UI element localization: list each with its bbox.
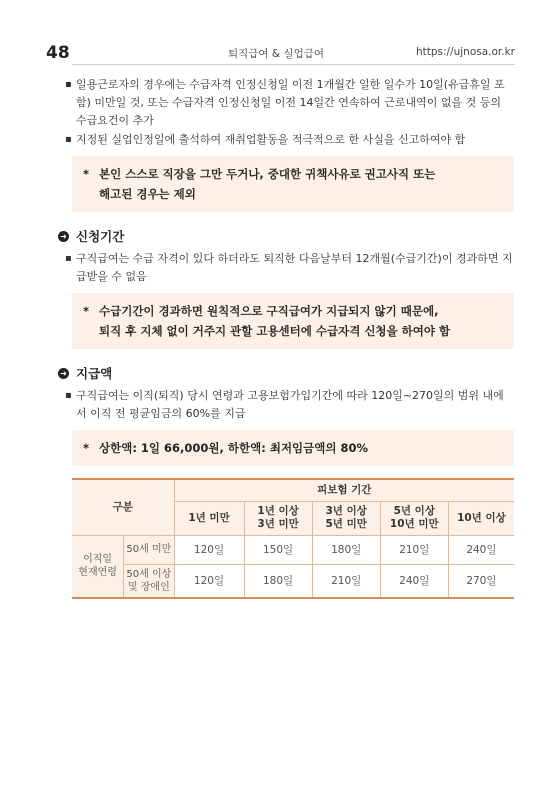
section-heading-period <box>58 227 514 245</box>
note-line: 상한액: 1일 66,000원, 하한액: 최저임금액의 80% <box>99 441 369 455</box>
table-cell: 180일 <box>244 564 312 598</box>
page-number: 48 <box>46 43 70 63</box>
column-header: 3년 이상 5년 미만 <box>312 501 380 535</box>
table-row <box>72 535 514 564</box>
section-title: 신청기간 <box>76 229 125 244</box>
row-header: 50세 이상 및 장애인 <box>124 564 174 598</box>
column-header: 1년 미만 <box>174 501 244 535</box>
note-line: 본인 스스로 직장을 그만 두거나, 중대한 귀책사유로 권고사직 또는 <box>99 167 436 181</box>
site-url[interactable]: https://ujnosa.or.kr <box>415 46 515 58</box>
table-cell: 240일 <box>448 535 514 564</box>
note-line: 퇴직 후 지체 없이 거주지 관할 고용센터에 수급자격 신청을 하여야 함 <box>99 324 451 338</box>
amount-bullet-list <box>58 387 514 423</box>
note-line: 해고된 경우는 제외 <box>99 187 196 201</box>
note-marker: * <box>83 304 90 318</box>
benefit-days-table <box>72 478 514 599</box>
arrow-right-icon: ➜ <box>58 368 69 379</box>
list-item: ▪ 지정된 실업인정일에 출석하여 재취업활동을 적극적으로 한 사실을 신고하여야 함 <box>76 131 514 149</box>
table-corner-header: 구분 <box>72 479 174 535</box>
section-title: 지급액 <box>76 366 113 381</box>
header-divider <box>72 64 515 65</box>
table-cell: 270일 <box>448 564 514 598</box>
exclusion-note <box>72 156 514 212</box>
row-header: 50세 미만 <box>124 535 174 564</box>
table-cell: 120일 <box>174 564 244 598</box>
table-cell: 150일 <box>244 535 312 564</box>
note-marker: * <box>83 441 90 455</box>
row-group-header: 이직일 현재연령 <box>72 535 124 598</box>
table-cell: 210일 <box>380 535 448 564</box>
table-cell: 210일 <box>312 564 380 598</box>
running-title: 퇴직급여 & 실업급여 <box>228 48 325 60</box>
period-bullet-list <box>58 250 514 286</box>
page-content <box>58 76 514 599</box>
column-header: 10년 이상 <box>448 501 514 535</box>
section-heading-amount <box>58 364 514 382</box>
column-header: 5년 이상 10년 미만 <box>380 501 448 535</box>
period-note <box>72 293 514 349</box>
note-marker: * <box>83 167 90 181</box>
table-group-header: 피보험 기간 <box>174 479 514 501</box>
note-line: 수급기간이 경과하면 원칙적으로 구직급여가 지급되지 않기 때문에, <box>99 304 439 318</box>
column-header: 1년 이상 3년 미만 <box>244 501 312 535</box>
list-item: ▪ 구직급여는 수급 자격이 있다 하더라도 퇴직한 다음날부터 12개월(수급기간)이 경과하면 지급받을 수 없음 <box>76 250 514 286</box>
amount-note <box>72 430 514 466</box>
table-cell: 240일 <box>380 564 448 598</box>
arrow-right-icon: ➜ <box>58 231 69 242</box>
intro-bullet-list <box>58 76 514 149</box>
table-cell: 120일 <box>174 535 244 564</box>
table-cell: 180일 <box>312 535 380 564</box>
list-item: ▪ 일용근로자의 경우에는 수급자격 인정신청일 이전 1개월간 일한 일수가 10일(유급휴일 포함) 미만일 것, 또는 수급자격 인정신청일 이전 14일간 연속하여 근로내역이 없을 것 등의 수급요건이 추가 <box>76 76 514 130</box>
table-row <box>72 564 514 598</box>
list-item: ▪ 구직급여는 이직(퇴직) 당시 연령과 고용보험가입기간에 따라 120일~270일의 범위 내에서 이직 전 평균임금의 60%를 지급 <box>76 387 514 423</box>
